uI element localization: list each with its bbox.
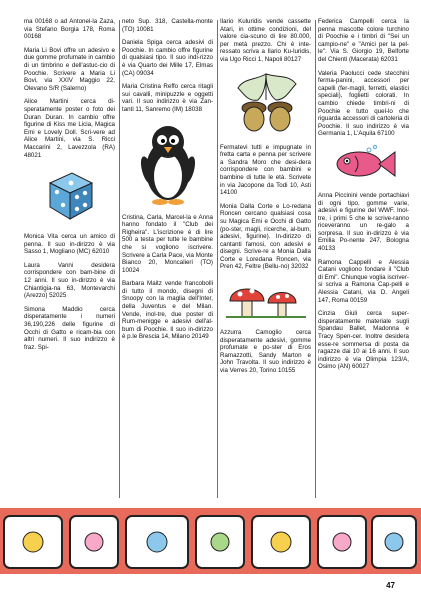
ad-2: Maria Li Bovi offre un adesivo e due gomme profumate in cambio di un timbrino e dell'astuc-cio di Poochie. Scrivere a Maria Li Bovi, via XXIV Maggio 22, Olevano S/R (Salerno) (24, 46, 115, 92)
ad-18: Anna Piccinini vende portachiavi di ogni tipo, gomme varie, adesivi e figurine del WWF. Inol-tre, i primi 5 che le scrive-ranno riceveranno un re-galo a sorpresa. Il suo in-dirizzo è via Emilia Po-nente 247, Bologna 40133 (318, 191, 409, 253)
dice-illustration (40, 165, 100, 225)
ad-6: Simona Maddio cerca disperatamente i numeri 36,190,226 delle figurine di Occhi di Gatto e ricam-bia con altri numeri. Il suo indirizzo è fraz. Spi- (24, 305, 115, 351)
ad-3: Alice Martini cerca di-speratamente poster o foto dei Duran Duran. In cambio offre figurine di Kiss me Licia, Magica Emi e Lovely Doll. Scri-vere ad Alice Martini, via S. Ricci Maccarini 2, Lavezzola (RA) 48021 (24, 98, 115, 159)
ad-19: Ramona Cappelli e Alessia Catani vogliono fondare il "Club di Emi". Chiunque voglia iscriver-si scriva a Ramona Cap-pelli e Alessia Catani, via D. Angeli 147, Roma 00159 (318, 258, 409, 304)
acorns-illustration (226, 70, 306, 136)
penguin-illustration (133, 120, 203, 206)
column-4 (318, 18, 409, 377)
ad-7: neto Sup. 318, Castella-monte (TO) 10081 (122, 18, 213, 33)
ad-4: Monica Vita cerca un amico di penna. Il suo in-dirizzo è via Sasso 1, Mogliano (MC) 62010 (24, 233, 115, 256)
ad-11: Barbara Maitz vende francobolli di tutto il mondo, disegni di Snoopy con la maglia dell'Inter, della Juventus e del Milan. Vende, inol-tre, due poster di Rum-menigge e adesivi dell'al-bum di Poochie. Il suo in-dirizzo è p.le Brescia 14, Milano 20149 (122, 280, 213, 341)
column-rule-2 (217, 20, 218, 498)
ad-1: ma 00168 o ad Antonel-la Zaza, via Stefano Borgia 178, Roma 00168 (24, 18, 115, 41)
ad-15: Azzurra Camoglio cerca disperatamente adesivi, gomme profumate e po-ster di Eros Ramazzotti, Sandy Marton e John Travolta. Il suo indirizzo è via Verres 20, Torino 10155 (220, 329, 311, 375)
column-3 (220, 18, 311, 381)
mushrooms-illustration (226, 277, 306, 321)
ad-12: Ilario Kuluridis vende cassette Atari, in ottime condizioni, del valore cia-scuno di lire 80.000, per metà prezzo. Chi è inte-ressato scriva a Ilario Ku-luridis, via Ugo Ricci 1, Napoli 80127 (220, 18, 311, 63)
ad-10: Cristina, Carla, Marcel-la e Anna hanno fondato il "Club dei Righeira". L'iscrizione è di lire 500 a testa per tutte le bambine che si vogliono iscrivere. Scrivere a Carla Pace, via Monte Bianco 20, Moncalieri (TO) 10024 (122, 213, 213, 274)
page-number: 47 (386, 581, 395, 590)
ad-20: Cinzia Giuli cerca super-disperatamente materiale sugli Spandau Ballet, Madonna e Tracy Spen-cer. Inoltre desidera esse-re sommersa di posta da ragazze dai 10 ai 16 anni. Il suo indirizzo è via Olimpia 123/A, Osimo (AN) 60027 (318, 310, 409, 371)
ad-17: Valeria Paolucci cede stecchini ferma-panini, accessori per capelli (fer-magli, ferretti, elastici speciali), foglietti colorati. In cambio chiede timbri-ni di Poochie e tutto quel-lo che riguarda accessori di cartoleria di Poochie. Il suo indirizzo è via Germania 1, L'Aquila 67100 (318, 69, 409, 138)
ad-5: Laura Vanni desidera corrispondere con bam-bine di 12 anni. Il suo in-dirizzo è via Chiantigia-na 63, Montevarchi (Arezzo) 52025 (24, 261, 115, 300)
ad-14: Monia Dalla Corte e Lo-redana Roncen cercano qualsiasi cosa su Magica Emi e Occhi di Gatto (po-ster, magli, ricerche, al-bum, adesivi, figurine). In-dirizzo di cantanti famosi, con adesivi e disegni. Scrive-re a Monia Dalla Corte e Loredana Roncen, via Pren 42, Feltre (Bellu-no) 32032 (220, 202, 311, 271)
ad-13: Fermatevi tutti e impugnate in fretta carta e penna per scrivere a Sandra Moro che desi-dera corrispondere con bambini e bambine di tutte le età. Scrivete in via Jacopone da Todi 10, Asti 14100 (220, 143, 311, 197)
fish-illustration (329, 144, 399, 184)
column-rule-1 (119, 20, 120, 498)
column-2 (122, 18, 213, 347)
ad-16: Federica Campelli cerca la penna mascotte colore turchino di Poochie e i timbri di "Sei un campio-ne" e "Amici per la pel-le". Via S. Giorgio 19, Belforte del Chienti (Macerata) 62031 (318, 18, 409, 63)
decorative-letters-illustration (0, 512, 421, 572)
column-1 (24, 18, 115, 357)
ad-9: Maria Cristina Reffo cerca ritagli sui cavalli, minipuzzle e oggetti vari. Il suo indirizzo è via Zan-tanti 11, Sanremo (IM) 18038 (122, 83, 213, 113)
column-rule-3 (315, 20, 316, 498)
ad-8: Daniela Spiga cerca adesivi di Poochie. In cambio offre figurine di qualsiasi tipo. Il suo indi-rizzo è via Quarto dei Mille 17, Elmas (CA) 09034 (122, 39, 213, 77)
